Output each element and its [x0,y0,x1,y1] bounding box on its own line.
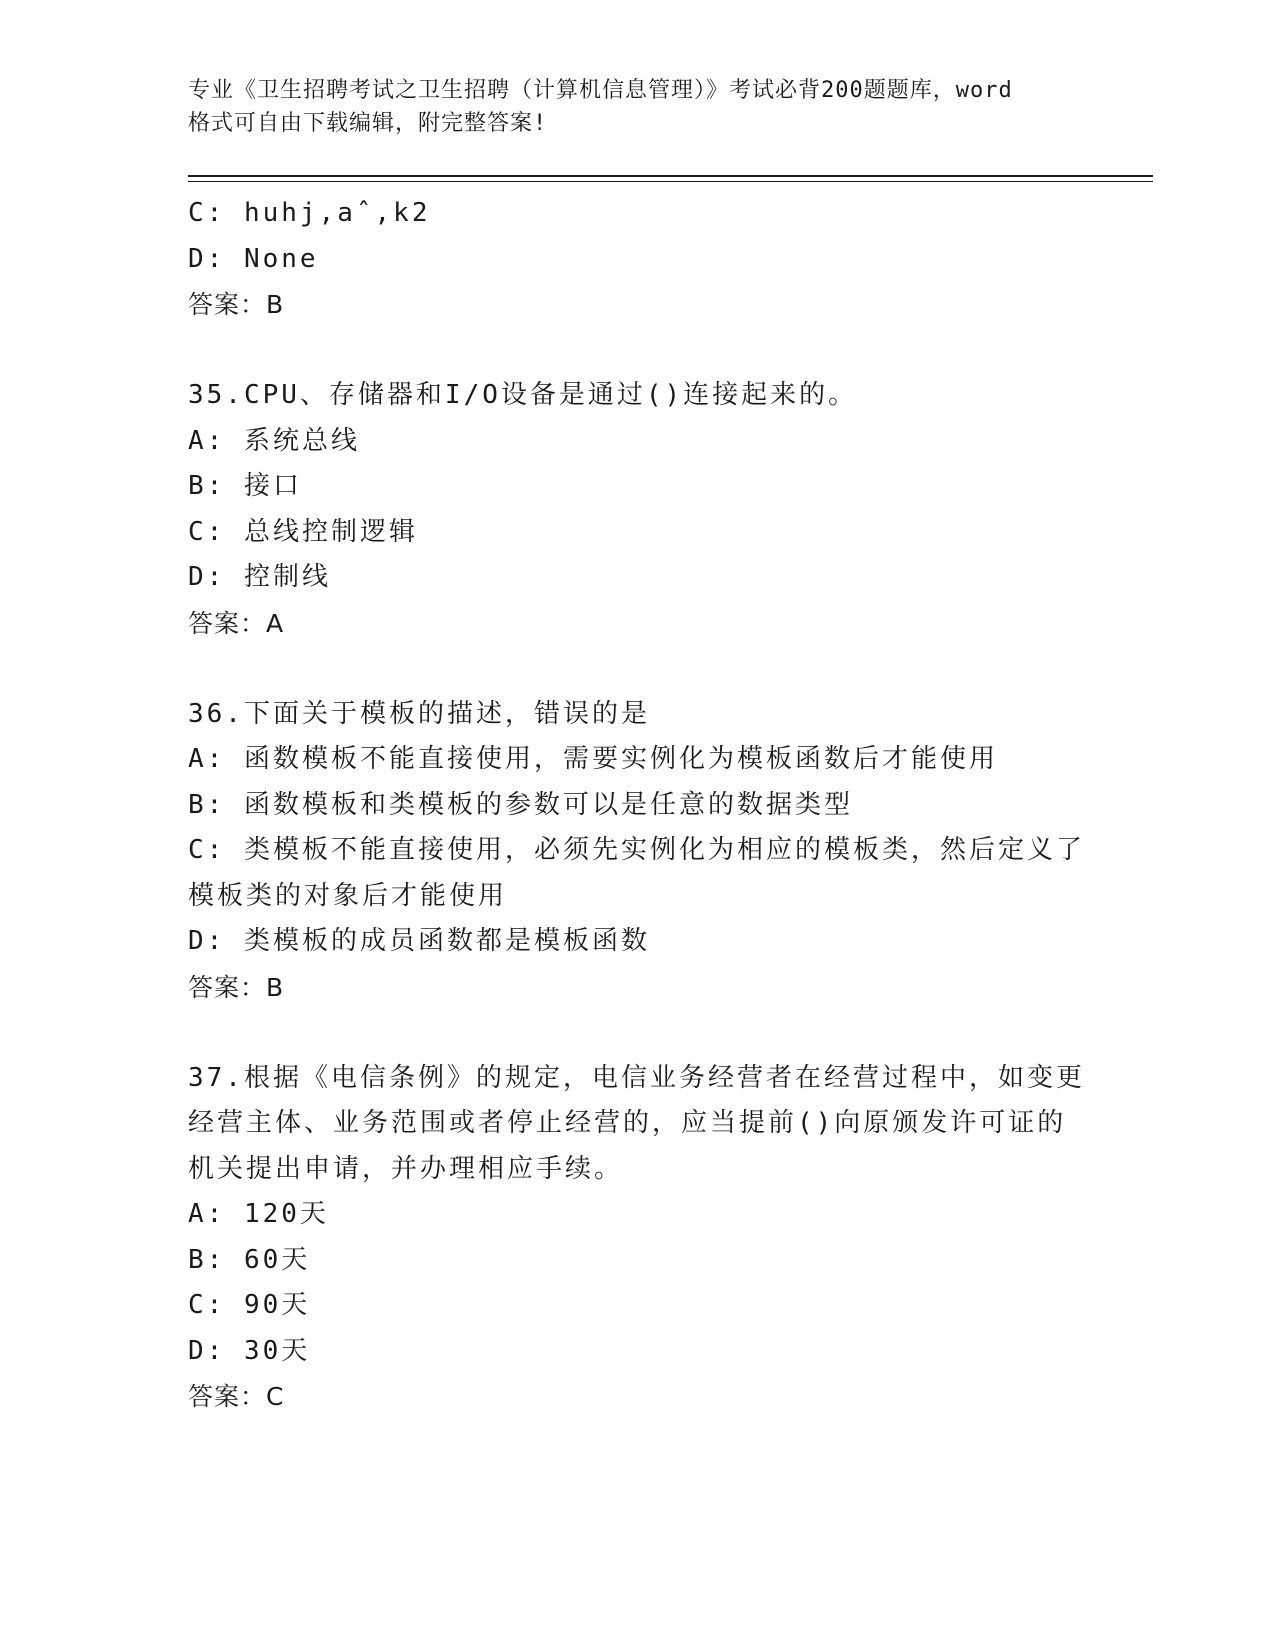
answer-line: 答案：A [188,608,285,638]
answer-line: 答案：C [188,1382,285,1411]
option-c: C: 90天 [188,1290,311,1320]
question-text: 36.下面关于模板的描述，错误的是 [188,698,650,729]
answer-line: 答案：B [188,290,285,319]
spacer [188,328,1088,374]
option-b: B: 函数模板和类模板的参数可以是任意的数据类型 [188,789,853,820]
option-a: A: 120天 [188,1199,329,1229]
option-c-continued: 模板类的对象后才能使用 [188,880,508,911]
option-c: C: 总线控制逻辑 [188,516,418,547]
question-text-continued: 经营主体、业务范围或者停止经营的，应当提前()向原颁发许可证的 [188,1108,1067,1138]
spacer [188,646,1088,692]
option-b: B: 接口 [188,471,302,501]
option-a: A: 函数模板不能直接使用，需要实例化为模板函数后才能使用 [188,744,998,774]
question-text-continued: 机关提出申请，并办理相应手续。 [188,1153,624,1184]
option-d: D: None [188,243,319,274]
option-d: D: 类模板的成员函数都是模板函数 [188,926,650,956]
option-b: B: 60天 [188,1244,311,1275]
spacer [188,1010,1088,1056]
option-a: A: 系统总线 [188,425,360,456]
question-list [188,191,1088,1420]
header-divider-thin [188,181,1153,182]
answer-line: 答案：B [188,972,285,1002]
option-c: C: huhj,aˆ,k2 [188,198,431,228]
document-header [188,74,1088,140]
question-text: 37.根据《电信条例》的规定，电信业务经营者在经营过程中，如变更 [188,1062,1085,1093]
option-d: D: 控制线 [188,562,331,592]
question-block-35 [188,373,1088,646]
header-divider-thick [188,175,1153,177]
option-d: D: 30天 [188,1335,311,1366]
question-text: 35.CPU、存储器和I/O设备是通过()连接起来的。 [188,380,858,410]
question-block-37 [188,1056,1088,1420]
question-block-36 [188,692,1088,1011]
option-c: C: 类模板不能直接使用，必须先实例化为相应的模板类，然后定义了 [188,835,1085,865]
header-line-2: 格式可自由下载编辑，附完整答案! [188,111,548,136]
question-block-prev [188,191,1088,328]
header-line-1: 专业《卫生招聘考试之卫生招聘（计算机信息管理）》考试必背200题题库，word [188,78,1013,103]
